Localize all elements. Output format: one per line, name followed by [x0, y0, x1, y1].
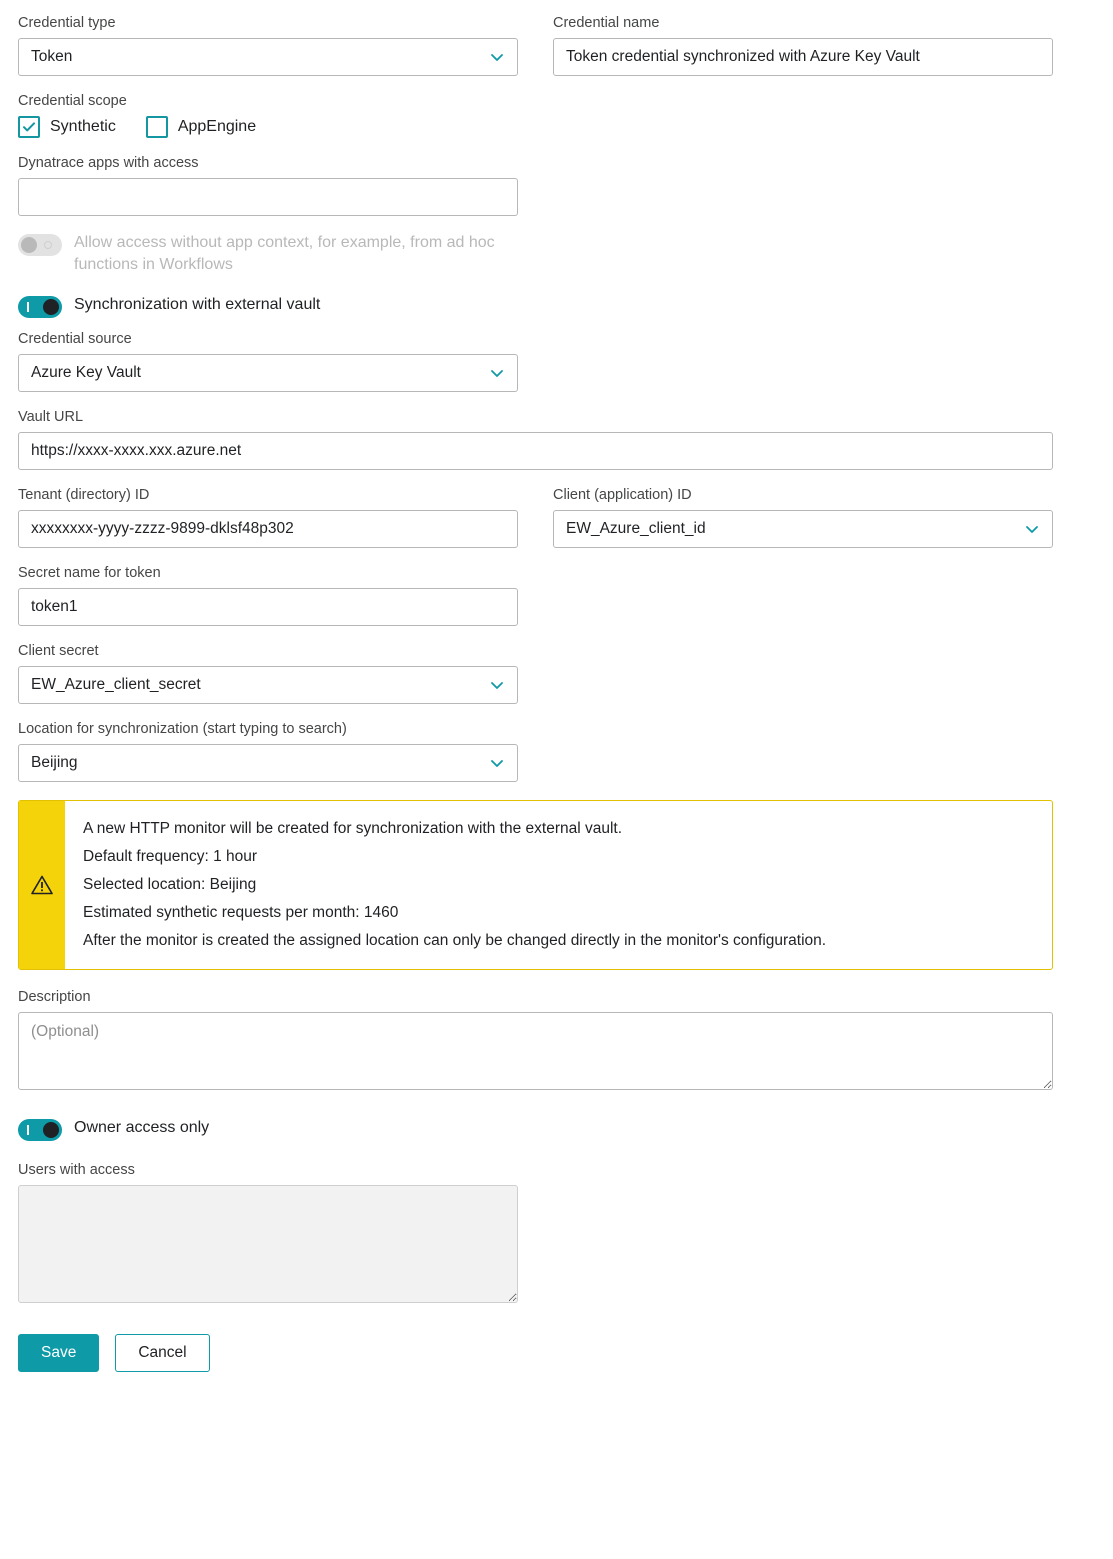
warning-line-3: Selected location: Beijing [83, 876, 257, 893]
checkbox-checked-icon [18, 116, 40, 138]
credential-type-field [18, 14, 518, 76]
client-id-value: EW_Azure_client_id [566, 520, 706, 537]
users-with-access-label: Users with access [18, 1162, 135, 1178]
warning-text [65, 801, 844, 969]
credential-name-input[interactable] [553, 38, 1053, 76]
credential-type-label: Credential type [18, 15, 116, 31]
dynatrace-apps-input[interactable] [18, 178, 518, 216]
chevron-down-icon [489, 49, 505, 65]
description-field [18, 988, 1095, 1095]
location-field [18, 720, 1095, 782]
secret-name-label: Secret name for token [18, 565, 161, 581]
location-label: Location for synchronization (start typing to search) [18, 721, 347, 737]
warning-line-1: A new HTTP monitor will be created for synchronization with the external vault. [83, 820, 623, 837]
sync-external-vault-toggle[interactable] [18, 296, 62, 318]
description-label: Description [18, 989, 91, 1005]
secret-name-field [18, 564, 1095, 626]
credential-name-label: Credential name [553, 15, 660, 31]
save-button[interactable]: Save [18, 1334, 99, 1372]
secret-name-input[interactable] [18, 588, 518, 626]
row-type-name [18, 14, 1095, 76]
checkbox-appengine[interactable] [146, 116, 256, 138]
credential-source-select[interactable] [18, 354, 518, 392]
tenant-id-field [18, 486, 518, 548]
checkbox-appengine-label: AppEngine [177, 118, 257, 135]
users-with-access-field [18, 1161, 1095, 1308]
checkbox-unchecked-icon [146, 116, 168, 138]
credential-type-value: Token [31, 48, 73, 65]
credential-type-select[interactable] [18, 38, 518, 76]
client-secret-field [18, 642, 1095, 704]
description-textarea[interactable] [18, 1012, 1053, 1090]
client-secret-label: Client secret [18, 643, 99, 659]
row-tenant-client [18, 486, 1095, 548]
tenant-id-label: Tenant (directory) ID [18, 487, 150, 503]
chevron-down-icon [1024, 521, 1040, 537]
sync-warning-banner [18, 800, 1053, 970]
vault-url-input[interactable] [18, 432, 1053, 470]
client-id-label: Client (application) ID [553, 487, 692, 503]
client-secret-select[interactable] [18, 666, 518, 704]
client-id-select[interactable] [553, 510, 1053, 548]
form-actions [18, 1334, 1095, 1396]
vault-url-value: https://xxxx-xxxx.xxx.azure.net [31, 442, 242, 459]
owner-access-only-row [18, 1117, 1095, 1141]
warning-line-4: Estimated synthetic requests per month: 1460 [83, 904, 399, 921]
warning-line-2: Default frequency: 1 hour [83, 848, 258, 865]
credential-source-label: Credential source [18, 331, 132, 347]
client-secret-value: EW_Azure_client_secret [31, 676, 201, 693]
credential-name-value: Token credential synchronized with Azure Key Vault [566, 48, 920, 65]
owner-access-only-label: Owner access only [74, 1119, 210, 1136]
checkbox-synthetic-label: Synthetic [50, 118, 116, 135]
vault-url-field [18, 408, 1095, 470]
dynatrace-apps-label: Dynatrace apps with access [18, 155, 199, 171]
credential-scope-options [18, 116, 1095, 138]
sync-external-vault-label: Synchronization with external vault [74, 296, 321, 313]
users-with-access-textarea[interactable] [18, 1185, 518, 1303]
vault-url-label: Vault URL [18, 409, 84, 425]
allow-without-context-toggle [18, 234, 62, 256]
warning-triangle-icon [19, 801, 65, 969]
tenant-id-input[interactable] [18, 510, 518, 548]
warning-line-5: After the monitor is created the assigned location can only be changed directly in the monitor's configuration. [83, 932, 827, 949]
secret-name-value: token1 [31, 598, 78, 615]
checkbox-synthetic[interactable] [18, 116, 116, 138]
tenant-id-value: xxxxxxxx-yyyy-zzzz-9899-dklsf48p302 [31, 520, 294, 537]
credential-source-value: Azure Key Vault [31, 364, 141, 381]
dynatrace-apps-field [18, 154, 1095, 216]
owner-access-only-toggle[interactable] [18, 1119, 62, 1141]
chevron-down-icon [489, 677, 505, 693]
credential-source-field [18, 330, 1095, 392]
credential-scope-label: Credential scope [18, 93, 127, 109]
sync-external-vault-row [18, 294, 1095, 318]
credential-scope-field [18, 92, 1095, 138]
chevron-down-icon [489, 365, 505, 381]
allow-without-context-row [18, 232, 1095, 276]
allow-without-context-label: Allow access without app context, for example, from ad hoc functions in Workflows [74, 234, 495, 273]
client-id-field [553, 486, 1053, 548]
location-value: Beijing [31, 754, 78, 771]
location-select[interactable] [18, 744, 518, 782]
credential-name-field [553, 14, 1053, 76]
cancel-button[interactable]: Cancel [115, 1334, 209, 1372]
chevron-down-icon [489, 755, 505, 771]
